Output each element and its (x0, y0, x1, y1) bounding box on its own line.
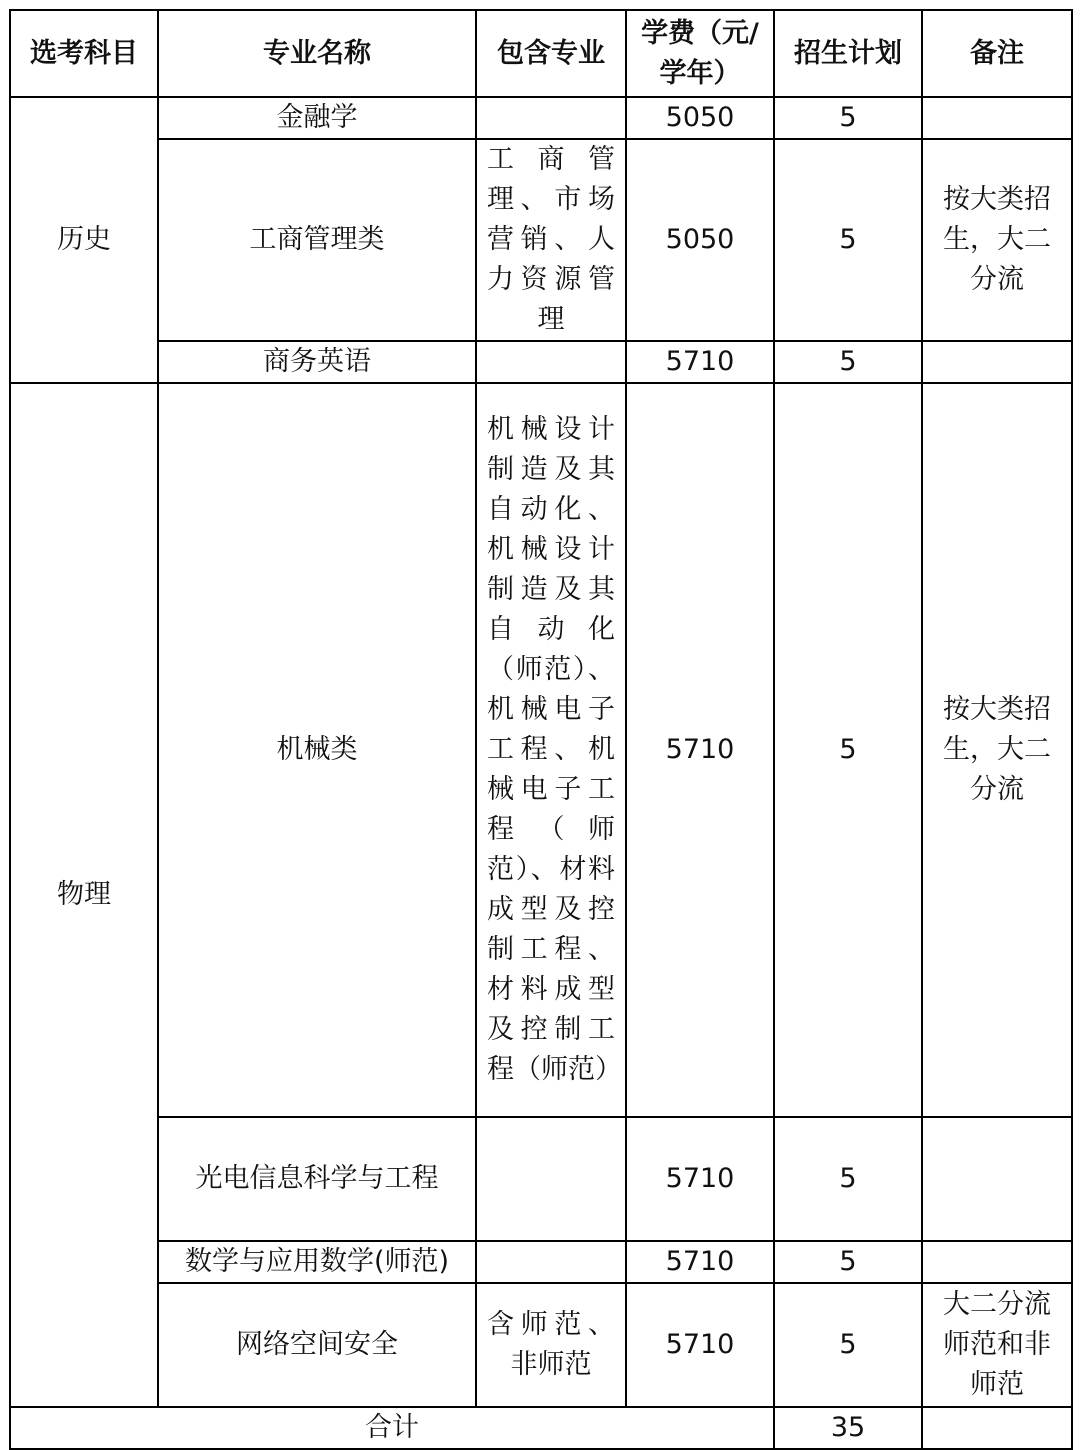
tuition-cell: 5050 (626, 97, 774, 139)
note-cell: 大二分流师范和非师范 (922, 1283, 1072, 1407)
total-row (10, 1407, 1072, 1449)
major-cell: 金融学 (158, 97, 476, 139)
subject-cell-history: 历史 (10, 97, 158, 383)
table-row (10, 97, 1072, 139)
table-row (10, 1283, 1072, 1407)
tuition-cell: 5710 (626, 1117, 774, 1241)
tuition-cell: 5710 (626, 1283, 774, 1407)
note-cell (922, 1241, 1072, 1283)
includes-cell: 含师范、非师范 (476, 1283, 626, 1407)
quota-cell: 5 (774, 1283, 922, 1407)
total-note (922, 1407, 1072, 1449)
tuition-cell: 5050 (626, 139, 774, 341)
tuition-cell: 5710 (626, 341, 774, 383)
includes-cell (476, 1241, 626, 1283)
header-note: 备注 (922, 10, 1072, 97)
enrollment-table (9, 9, 1073, 1450)
header-tuition: 学费（元/学年） (626, 10, 774, 97)
includes-cell (476, 1117, 626, 1241)
tuition-cell: 5710 (626, 383, 774, 1117)
major-cell: 商务英语 (158, 341, 476, 383)
major-cell: 工商管理类 (158, 139, 476, 341)
quota-cell: 5 (774, 139, 922, 341)
header-row (10, 10, 1072, 97)
table-row (10, 1241, 1072, 1283)
note-cell (922, 1117, 1072, 1241)
note-cell (922, 341, 1072, 383)
note-cell (922, 97, 1072, 139)
header-includes: 包含专业 (476, 10, 626, 97)
major-cell: 光电信息科学与工程 (158, 1117, 476, 1241)
header-subject: 选考科目 (10, 10, 158, 97)
includes-cell: 机械设计制造及其自动化、机械设计制造及其自动化（师范）、机械电子工程、机械电子工程（师范）、材料成型及控制工程、材料成型及控制工程（师范） (476, 383, 626, 1117)
note-cell: 按大类招生，大二分流 (922, 383, 1072, 1117)
major-cell: 机械类 (158, 383, 476, 1117)
includes-cell: 工商管理、市场营销、人力资源管理 (476, 139, 626, 341)
header-major: 专业名称 (158, 10, 476, 97)
quota-cell: 5 (774, 1117, 922, 1241)
includes-cell (476, 97, 626, 139)
major-cell: 网络空间安全 (158, 1283, 476, 1407)
note-cell: 按大类招生，大二分流 (922, 139, 1072, 341)
quota-cell: 5 (774, 1241, 922, 1283)
table-row (10, 139, 1072, 341)
quota-cell: 5 (774, 383, 922, 1117)
table-row (10, 341, 1072, 383)
table-row (10, 383, 1072, 1117)
major-cell: 数学与应用数学(师范) (158, 1241, 476, 1283)
total-quota: 35 (774, 1407, 922, 1449)
header-quota: 招生计划 (774, 10, 922, 97)
total-label: 合计 (10, 1407, 774, 1449)
tuition-cell: 5710 (626, 1241, 774, 1283)
subject-cell-physics: 物理 (10, 383, 158, 1407)
table-row (10, 1117, 1072, 1241)
includes-cell (476, 341, 626, 383)
quota-cell: 5 (774, 97, 922, 139)
quota-cell: 5 (774, 341, 922, 383)
